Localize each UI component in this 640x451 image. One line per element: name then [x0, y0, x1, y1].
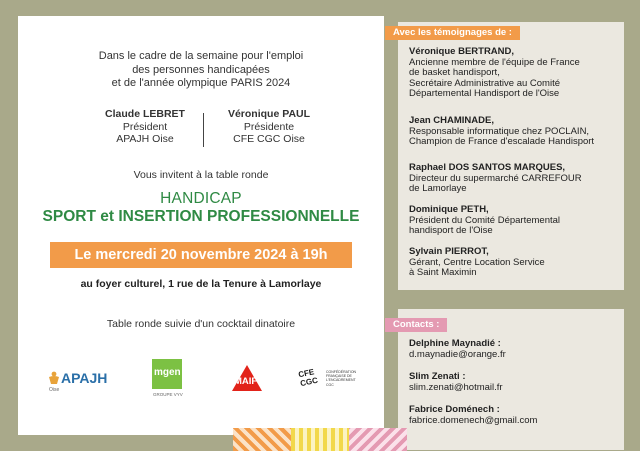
contacts-heading: Contacts : [385, 318, 447, 332]
testimonial-line: Secrétaire Administrative au Comité [409, 77, 561, 89]
testimonial-item [409, 247, 545, 279]
decorative-pattern-pink [349, 428, 407, 451]
testimonial-line: à Saint Maximin [409, 267, 477, 278]
organizer-name: Claude LEBRET [105, 108, 185, 120]
contact-item [409, 405, 537, 426]
intro-line-3: et de l'année olympique PARIS 2024 [111, 77, 291, 89]
cfe-cgc-logo-caption: CONFÉDÉRATION FRANÇAISE DE L'ENCADREMENT CGC [326, 370, 357, 387]
testimonial-item [409, 47, 580, 100]
contact-email[interactable]: d.maynadie@orange.fr [409, 348, 506, 360]
contact-email[interactable]: fabrice.domenech@gmail.com [409, 414, 538, 426]
testimonial-line: Départemental Handisport de l'Oise [409, 88, 560, 99]
testimonial-name: Sylvain PIERROT, [409, 246, 489, 257]
mgen-logo [152, 359, 186, 403]
contact-item [409, 372, 503, 393]
event-followup: Table ronde suivie d'un cocktail dinatoire [106, 318, 296, 330]
organizer-role: Présidente [243, 120, 295, 133]
apajh-logo [48, 368, 118, 396]
apajh-logo-sub: Oise [49, 387, 60, 393]
testimonial-line: de basket handisport, [409, 67, 500, 78]
testimonial-line: Ancienne membre de l'équipe de France [409, 56, 580, 68]
contact-name: Fabrice Doménech : [409, 404, 500, 415]
decorative-pattern-orange [233, 428, 291, 451]
maif-logo [228, 363, 266, 393]
organizer-cfe-cgc [206, 108, 332, 146]
testimonial-name: Raphael DOS SANTOS MARQUES, [409, 162, 566, 173]
testimonials-panel [393, 22, 624, 290]
testimonial-line: Gérant, Centre Location Service [409, 256, 545, 268]
testimonial-line: de Lamorlaye [409, 183, 467, 194]
organizer-name: Véronique PAUL [227, 108, 311, 120]
testimonials-heading: Avec les témoignages de : [385, 26, 520, 40]
mgen-logo-square [152, 359, 182, 389]
intro-text [18, 50, 384, 91]
organizer-role: Président [122, 120, 168, 133]
contacts-panel [393, 309, 624, 450]
contact-email[interactable]: slim.zenati@hotmail.fr [409, 381, 503, 393]
testimonial-line: Responsable informatique chez POCLAIN, [409, 125, 590, 137]
testimonial-name: Véronique BERTRAND, [409, 46, 515, 57]
event-date-banner: Le mercredi 20 novembre 2024 à 19h [50, 242, 352, 268]
organizer-divider [203, 113, 204, 147]
contact-name: Slim Zenati : [409, 371, 466, 382]
cfe-cgc-logo-mark [298, 366, 325, 396]
mgen-logo-text: mgen [154, 367, 181, 378]
organizer-apajh [82, 108, 208, 146]
testimonial-line: Président du Comité Départemental [409, 214, 561, 226]
invite-text: Vous invitent à la table ronde [133, 169, 269, 181]
testimonial-item [409, 163, 582, 195]
testimonial-line: handisport de l'Oise [409, 225, 493, 236]
testimonial-name: Jean CHAMINADE, [409, 115, 494, 126]
event-title: SPORT et INSERTION PROFESSIONNELLE [42, 208, 360, 225]
contact-name: Delphine Maynadié : [409, 338, 501, 349]
contact-item [409, 339, 506, 360]
intro-line-2: des personnes handicapées [132, 63, 270, 76]
organizer-org: CFE CGC Oise [233, 133, 305, 145]
event-venue: au foyer culturel, 1 rue de la Tenure à Lamorlaye [80, 278, 322, 290]
testimonial-name: Dominique PETH, [409, 204, 489, 215]
organizer-org: APAJH Oise [116, 133, 174, 145]
maif-logo-text: MAIF [234, 376, 258, 387]
cgc-logo-text: CGC [299, 375, 319, 389]
invitation-card [18, 16, 384, 435]
cfe-cgc-logo [298, 368, 368, 400]
mgen-logo-sub: GROUPE VYV [153, 392, 183, 397]
testimonial-line: Champion de France d'escalade Handisport [409, 136, 595, 147]
apajh-figure-icon [48, 371, 60, 385]
cfe-logo-text: CFE [297, 367, 316, 380]
event-subtitle: HANDICAP [160, 190, 242, 207]
apajh-logo-text: APAJH [61, 370, 108, 386]
intro-line-1: Dans le cadre de la semaine pour l'emploi [98, 50, 304, 62]
testimonial-item [409, 116, 594, 148]
decorative-pattern-yellow [291, 428, 349, 451]
testimonial-item [409, 205, 560, 237]
testimonial-line: Directeur du supermarché CARREFOUR [409, 172, 582, 184]
